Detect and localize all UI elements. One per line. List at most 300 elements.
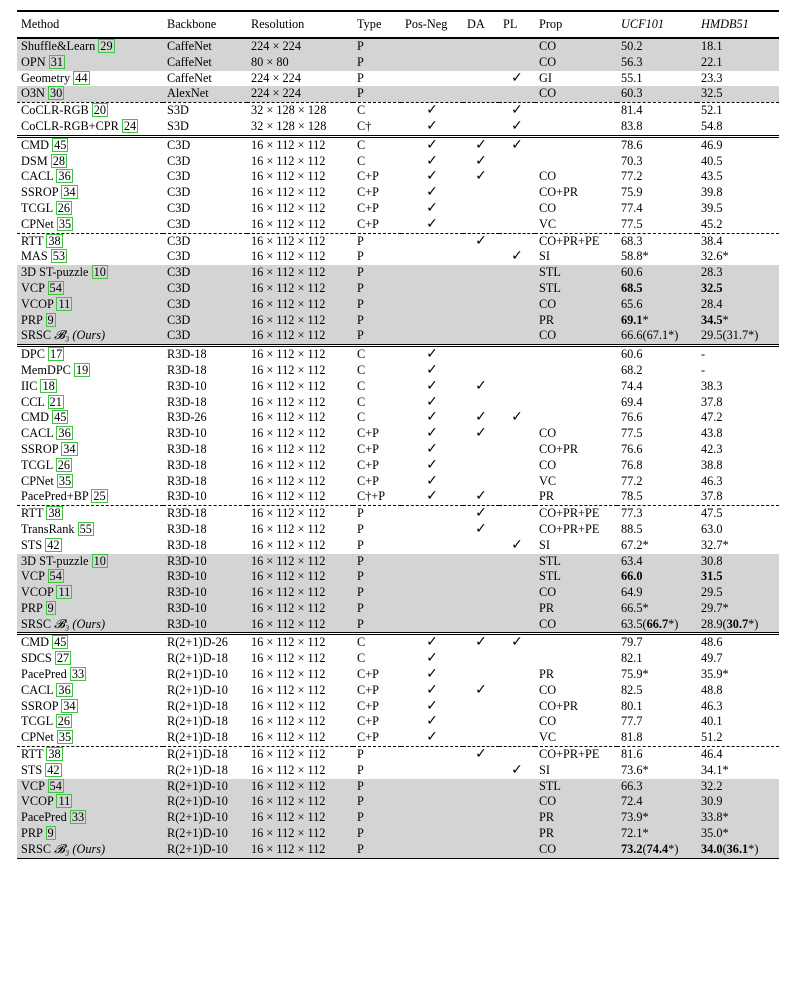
type-cell: P (357, 537, 364, 552)
da-cell (463, 169, 499, 185)
ucf101-value: 88.5 (621, 521, 643, 536)
citation-link[interactable]: 25 (93, 489, 106, 504)
resolution-cell: 16 × 112 × 112 (247, 281, 353, 297)
resolution-cell: 16 × 112 × 112 (251, 426, 326, 441)
check-icon: ✓ (426, 473, 438, 489)
hmdb51-value: 32.5 (701, 280, 723, 295)
table-row (17, 747, 779, 763)
pl-cell (499, 233, 535, 249)
citation-link[interactable]: 20 (93, 103, 107, 118)
citation-link[interactable]: 38 (48, 506, 61, 521)
ucf101-value: 50.2 (621, 39, 643, 53)
ucf101-cell (617, 233, 697, 249)
backbone-cell: R3D-18 (167, 521, 207, 536)
pn-cell (401, 651, 463, 667)
citation-link[interactable]: 18 (42, 378, 55, 393)
backbone-cell: R(2+1)D-18 (167, 730, 228, 745)
ucf101-cell (617, 185, 697, 201)
type-cell: P (353, 313, 401, 329)
best-value: 30.7 (726, 616, 749, 631)
backbone-cell: R(2+1)D-10 (163, 779, 247, 795)
ucf101-value: 77.2 (621, 169, 643, 184)
pl-cell (499, 379, 535, 395)
backbone-cell: R3D-10 (163, 617, 247, 634)
method-cell (17, 71, 163, 87)
check-icon: ✓ (426, 730, 438, 746)
resolution-cell: 16 × 112 × 112 (251, 249, 326, 264)
ucf101-cell (617, 379, 697, 395)
type-cell: P (353, 779, 401, 795)
star-mark: * (642, 312, 649, 327)
ucf101-value: 66.0 (621, 569, 643, 584)
type-cell: C+P (357, 473, 379, 488)
prop-cell (535, 119, 617, 136)
hmdb51-value: 38.3 (701, 378, 723, 393)
pn-cell (401, 119, 463, 136)
method-name: TCGL (21, 200, 53, 215)
type-cell: P (357, 70, 364, 85)
ucf101-cell (617, 730, 697, 746)
method-name: DSM (21, 153, 48, 168)
pl-cell (499, 426, 535, 442)
type-cell: C (357, 378, 366, 393)
citation-link[interactable]: 29 (100, 39, 113, 53)
prop-cell: CO (535, 38, 617, 55)
hmdb51-cell (697, 474, 779, 490)
header-hmdb51: HMDB51 (697, 11, 779, 38)
ucf101-value: 58.8* (621, 249, 649, 264)
ucf101-value: 60.6 (621, 265, 643, 280)
citation-link[interactable]: 21 (49, 394, 62, 409)
table-row (17, 683, 779, 699)
check-icon: ✓ (426, 651, 438, 667)
da-cell (463, 779, 499, 795)
pl-cell (499, 538, 535, 554)
citation-link[interactable]: 36 (58, 682, 71, 697)
method-name: Geometry (21, 70, 71, 85)
method-cell (17, 458, 163, 474)
pl-cell (499, 169, 535, 185)
method-name: CACL (21, 426, 54, 441)
ucf101-value: 56.3 (621, 54, 643, 69)
ucf101-cell (617, 249, 697, 265)
method-cell (17, 763, 163, 779)
citation-link[interactable]: 34 (63, 441, 76, 456)
backbone-cell: C3D (163, 265, 247, 281)
check-icon: ✓ (475, 169, 487, 185)
check-icon: ✓ (426, 362, 438, 378)
ucf101-cell (617, 538, 697, 554)
ucf101-value: 79.7 (621, 635, 643, 650)
prop-cell: CO (535, 55, 617, 71)
backbone-cell: C3D (163, 313, 247, 329)
citation-link[interactable]: 54 (49, 778, 62, 793)
method-cell (17, 489, 163, 505)
ucf101-cell (617, 458, 697, 474)
citation-link[interactable]: 17 (50, 347, 63, 362)
citation-link[interactable]: 27 (56, 651, 70, 666)
table-row (17, 363, 779, 379)
hmdb51-value: 31.5 (701, 569, 723, 584)
pl-cell (499, 585, 535, 601)
resolution-cell: 16 × 112 × 112 (251, 667, 326, 682)
citation-link[interactable]: 45 (54, 635, 67, 650)
table-row (17, 794, 779, 810)
type-cell: C (357, 394, 366, 409)
citation-link[interactable]: 45 (54, 410, 67, 425)
resolution-cell: 32 × 128 × 128 (247, 103, 353, 119)
citation-link[interactable]: 36 (58, 426, 71, 441)
hmdb51-cell (697, 103, 779, 119)
hmdb51-value: 46.3 (701, 473, 723, 488)
best-value: 74.4 (646, 841, 669, 856)
backbone-cell: R3D-18 (163, 506, 247, 522)
check-icon: ✓ (426, 185, 438, 201)
table-row (17, 169, 779, 185)
citation-link[interactable]: 30 (50, 86, 63, 101)
check-icon: ✓ (511, 136, 523, 153)
resolution-cell: 16 × 112 × 112 (247, 617, 353, 634)
resolution-cell: 16 × 112 × 112 (251, 457, 326, 472)
citation-link[interactable]: 42 (47, 537, 60, 552)
resolution-cell: 16 × 112 × 112 (247, 297, 353, 313)
check-icon: ✓ (426, 169, 438, 185)
citation-link[interactable]: 11 (58, 794, 71, 809)
pn-cell (401, 585, 463, 601)
da-cell (463, 585, 499, 601)
da-cell (463, 265, 499, 281)
citation-link[interactable]: 11 (58, 296, 71, 311)
hmdb51-value: 28.9( (701, 616, 727, 631)
hmdb51-cell (697, 265, 779, 281)
pn-cell (401, 136, 463, 153)
type-cell: C+P (357, 667, 379, 682)
ucf101-cell (617, 281, 697, 297)
method-cell (17, 842, 163, 858)
ucf101-cell (617, 779, 697, 795)
citation-link[interactable]: 38 (48, 747, 61, 762)
method-name: CACL (21, 169, 54, 184)
table-row (17, 730, 779, 746)
type-cell: P (353, 86, 401, 102)
method-cell (17, 154, 163, 170)
backbone-cell: R3D-18 (167, 473, 207, 488)
citation-link[interactable]: 9 (47, 312, 54, 327)
resolution-cell: 16 × 112 × 112 (251, 651, 326, 666)
method-cell (17, 554, 163, 570)
ucf101-value: 72.4 (621, 794, 643, 809)
hmdb51-cell (697, 346, 779, 363)
pn-cell (401, 442, 463, 458)
citation-link[interactable]: 35 (58, 473, 72, 488)
hmdb51-cell (697, 489, 779, 505)
da-cell (463, 103, 499, 119)
ucf101-value: 63.5( (621, 616, 647, 631)
ucf101-value: 81.6 (621, 747, 643, 762)
resolution-cell: 16 × 112 × 112 (247, 265, 353, 281)
method-name: STS (21, 537, 43, 552)
pl-cell (499, 395, 535, 411)
ours-label: 𝓑₃ (Ours) (54, 841, 106, 856)
ucf101-cell (617, 103, 697, 119)
resolution-cell: 16 × 112 × 112 (251, 200, 326, 215)
method-cell (17, 249, 163, 265)
pn-cell (401, 363, 463, 379)
method-cell (17, 379, 163, 395)
method-cell (17, 119, 163, 136)
da-cell (463, 281, 499, 297)
hmdb51-cell (697, 297, 779, 313)
hmdb51-cell (697, 714, 779, 730)
method-cell (17, 410, 163, 426)
type-cell: C (357, 362, 366, 377)
citation-link[interactable]: 10 (93, 265, 106, 280)
citation-link[interactable]: 35 (58, 216, 72, 231)
prop-cell: STL (535, 569, 617, 585)
prop-cell: CO (535, 86, 617, 102)
citation-link[interactable]: 26 (57, 457, 71, 472)
backbone-cell: R(2+1)D-18 (167, 651, 228, 666)
ucf101-cell (617, 136, 697, 153)
resolution-cell: 16 × 112 × 112 (251, 537, 326, 552)
citation-link[interactable]: 11 (58, 585, 71, 600)
hmdb51-value: 48.8 (701, 682, 723, 697)
method-name: SDCS (21, 651, 52, 666)
pl-cell (499, 810, 535, 826)
check-icon: ✓ (511, 762, 523, 778)
hmdb51-value: 32.2 (701, 778, 723, 793)
citation-link[interactable]: 31 (50, 54, 63, 69)
hmdb51-value: 22.1 (701, 54, 723, 69)
hmdb51-value: 30.9 (701, 794, 723, 809)
hmdb51-cell (697, 119, 779, 136)
type-cell: C (357, 410, 366, 425)
table-row (17, 634, 779, 651)
citation-link[interactable]: 9 (47, 826, 54, 841)
prop-cell: CO (535, 297, 617, 313)
ucf101-value: 77.2 (621, 473, 643, 488)
ucf101-value: 55.1 (621, 70, 643, 85)
method-name: CPNet (21, 730, 54, 745)
hmdb51-cell (697, 249, 779, 265)
table-row (17, 249, 779, 265)
hmdb51-cell (697, 763, 779, 779)
citation-link[interactable]: 55 (79, 521, 92, 536)
citation-link[interactable]: 53 (52, 249, 66, 264)
check-icon: ✓ (475, 233, 487, 249)
check-icon: ✓ (511, 537, 523, 553)
citation-link[interactable]: 45 (54, 137, 67, 152)
method-name: OPN (21, 54, 46, 69)
method-cell (17, 651, 163, 667)
prop-cell: CO+PR (539, 698, 579, 713)
hmdb51-cell (697, 747, 779, 763)
pn-cell (401, 779, 463, 795)
ucf101-cell (617, 794, 697, 810)
da-cell (463, 538, 499, 554)
ucf101-value: 69.1 (621, 312, 643, 327)
resolution-cell: 16 × 112 × 112 (251, 762, 326, 777)
ucf101-cell (617, 489, 697, 505)
method-name: SSROP (21, 441, 59, 456)
hmdb51-cell (697, 38, 779, 55)
ucf101-value: 76.6 (621, 441, 643, 456)
hmdb51-value: 34.0 (701, 841, 723, 856)
citation-link[interactable]: 19 (75, 362, 89, 377)
pl-cell (499, 634, 535, 651)
method-name: SSROP (21, 698, 59, 713)
ucf101-value: 68.2 (621, 362, 643, 377)
citation-link[interactable]: 42 (47, 762, 60, 777)
hmdb51-value: 35.9* (701, 667, 729, 682)
prop-cell (535, 379, 617, 395)
da-cell (463, 410, 499, 426)
citation-link[interactable]: 33 (71, 667, 85, 682)
table-row (17, 617, 779, 634)
pl-cell (499, 683, 535, 699)
method-name: 3D ST-puzzle (21, 265, 89, 280)
method-cell (17, 730, 163, 746)
hmdb51-cell (697, 617, 779, 634)
da-cell (463, 363, 499, 379)
table-row (17, 119, 779, 136)
method-name: CCL (21, 394, 45, 409)
da-cell (463, 154, 499, 170)
type-cell: P (357, 249, 364, 264)
backbone-cell: CaffeNet (163, 38, 247, 55)
citation-link[interactable]: 33 (71, 810, 85, 825)
citation-link[interactable]: 26 (57, 714, 71, 729)
pn-cell (401, 667, 463, 683)
citation-link[interactable]: 28 (52, 153, 66, 168)
citation-link[interactable]: 54 (49, 569, 62, 584)
type-cell: C (353, 103, 401, 119)
resolution-cell: 16 × 112 × 112 (251, 730, 326, 745)
table-row (17, 442, 779, 458)
check-icon: ✓ (426, 378, 438, 394)
prop-cell: GI (539, 70, 552, 85)
method-name: CACL (21, 682, 54, 697)
type-cell: P (353, 585, 401, 601)
resolution-cell: 16 × 112 × 112 (251, 473, 326, 488)
backbone-cell: R(2+1)D-18 (163, 747, 247, 763)
check-icon: ✓ (475, 682, 487, 698)
table-row (17, 842, 779, 858)
citation-link[interactable]: 34 (63, 698, 76, 713)
paren-open: ( (642, 841, 647, 856)
da-cell (463, 634, 499, 651)
hmdb51-value: 29.7* (701, 600, 729, 615)
header-type: Type (353, 11, 401, 38)
check-icon: ✓ (475, 489, 487, 505)
prop-cell: PR (535, 810, 617, 826)
paren-close: *) (748, 841, 759, 856)
citation-link[interactable]: 26 (57, 200, 71, 215)
citation-link[interactable]: 54 (49, 280, 62, 295)
backbone-cell: R(2+1)D-18 (167, 714, 228, 729)
backbone-cell: R3D-10 (167, 489, 207, 504)
check-icon: ✓ (475, 521, 487, 537)
method-name: VCP (21, 280, 45, 295)
pl-cell (499, 506, 535, 522)
pn-cell (401, 71, 463, 87)
ucf101-cell (617, 634, 697, 651)
type-cell: C (357, 153, 366, 168)
da-cell (463, 810, 499, 826)
ucf101-cell (617, 169, 697, 185)
backbone-cell: C3D (163, 136, 247, 153)
pn-cell (401, 297, 463, 313)
da-cell (463, 601, 499, 617)
citation-link[interactable]: 44 (75, 70, 88, 85)
check-icon: ✓ (511, 634, 523, 651)
backbone-cell: R3D-18 (167, 394, 207, 409)
citation-link[interactable]: 36 (58, 169, 71, 184)
pn-cell (401, 395, 463, 411)
pl-cell (499, 714, 535, 730)
table-row (17, 265, 779, 281)
citation-link[interactable]: 38 (48, 233, 61, 248)
da-cell (463, 554, 499, 570)
check-icon: ✓ (426, 216, 438, 232)
da-cell (463, 730, 499, 746)
check-icon: ✓ (426, 489, 438, 505)
resolution-cell: 16 × 112 × 112 (251, 378, 326, 393)
method-cell (17, 297, 163, 313)
check-icon: ✓ (426, 136, 438, 153)
type-cell: C†+P (357, 489, 386, 504)
prop-cell: CO (539, 200, 557, 215)
header-prop: Prop (535, 11, 617, 38)
pn-cell (401, 379, 463, 395)
citation-link[interactable]: 34 (63, 185, 76, 200)
prop-cell: CO (535, 585, 617, 601)
hmdb51-value: 49.7 (701, 651, 723, 666)
method-cell (17, 506, 163, 522)
check-icon: ✓ (426, 394, 438, 410)
prop-cell: PR (535, 313, 617, 329)
da-cell (463, 426, 499, 442)
hmdb51-value: 34.1* (701, 762, 729, 777)
hmdb51-value: 47.5 (701, 506, 723, 521)
citation-link[interactable]: 10 (93, 553, 106, 568)
method-cell (17, 601, 163, 617)
ucf101-cell (617, 842, 697, 858)
resolution-cell: 16 × 112 × 112 (247, 328, 353, 345)
table-row (17, 489, 779, 505)
type-cell: P (353, 55, 401, 71)
ucf101-cell (617, 667, 697, 683)
check-icon: ✓ (426, 682, 438, 698)
ucf101-cell (617, 86, 697, 102)
type-cell: C+P (357, 200, 379, 215)
citation-link[interactable]: 35 (58, 730, 72, 745)
method-cell (17, 185, 163, 201)
ours-label: 𝓑₃ (Ours) (54, 328, 106, 343)
citation-link[interactable]: 24 (123, 118, 137, 133)
prop-cell: CO (539, 169, 557, 184)
method-cell (17, 667, 163, 683)
resolution-cell: 16 × 112 × 112 (251, 362, 326, 377)
hmdb51-value: - (701, 362, 706, 377)
da-cell (463, 119, 499, 136)
da-cell (463, 683, 499, 699)
pn-cell (401, 489, 463, 505)
hmdb51-cell (697, 136, 779, 153)
citation-link[interactable]: 9 (47, 600, 54, 615)
pl-cell (499, 328, 535, 345)
method-name: PacePred (21, 667, 67, 682)
